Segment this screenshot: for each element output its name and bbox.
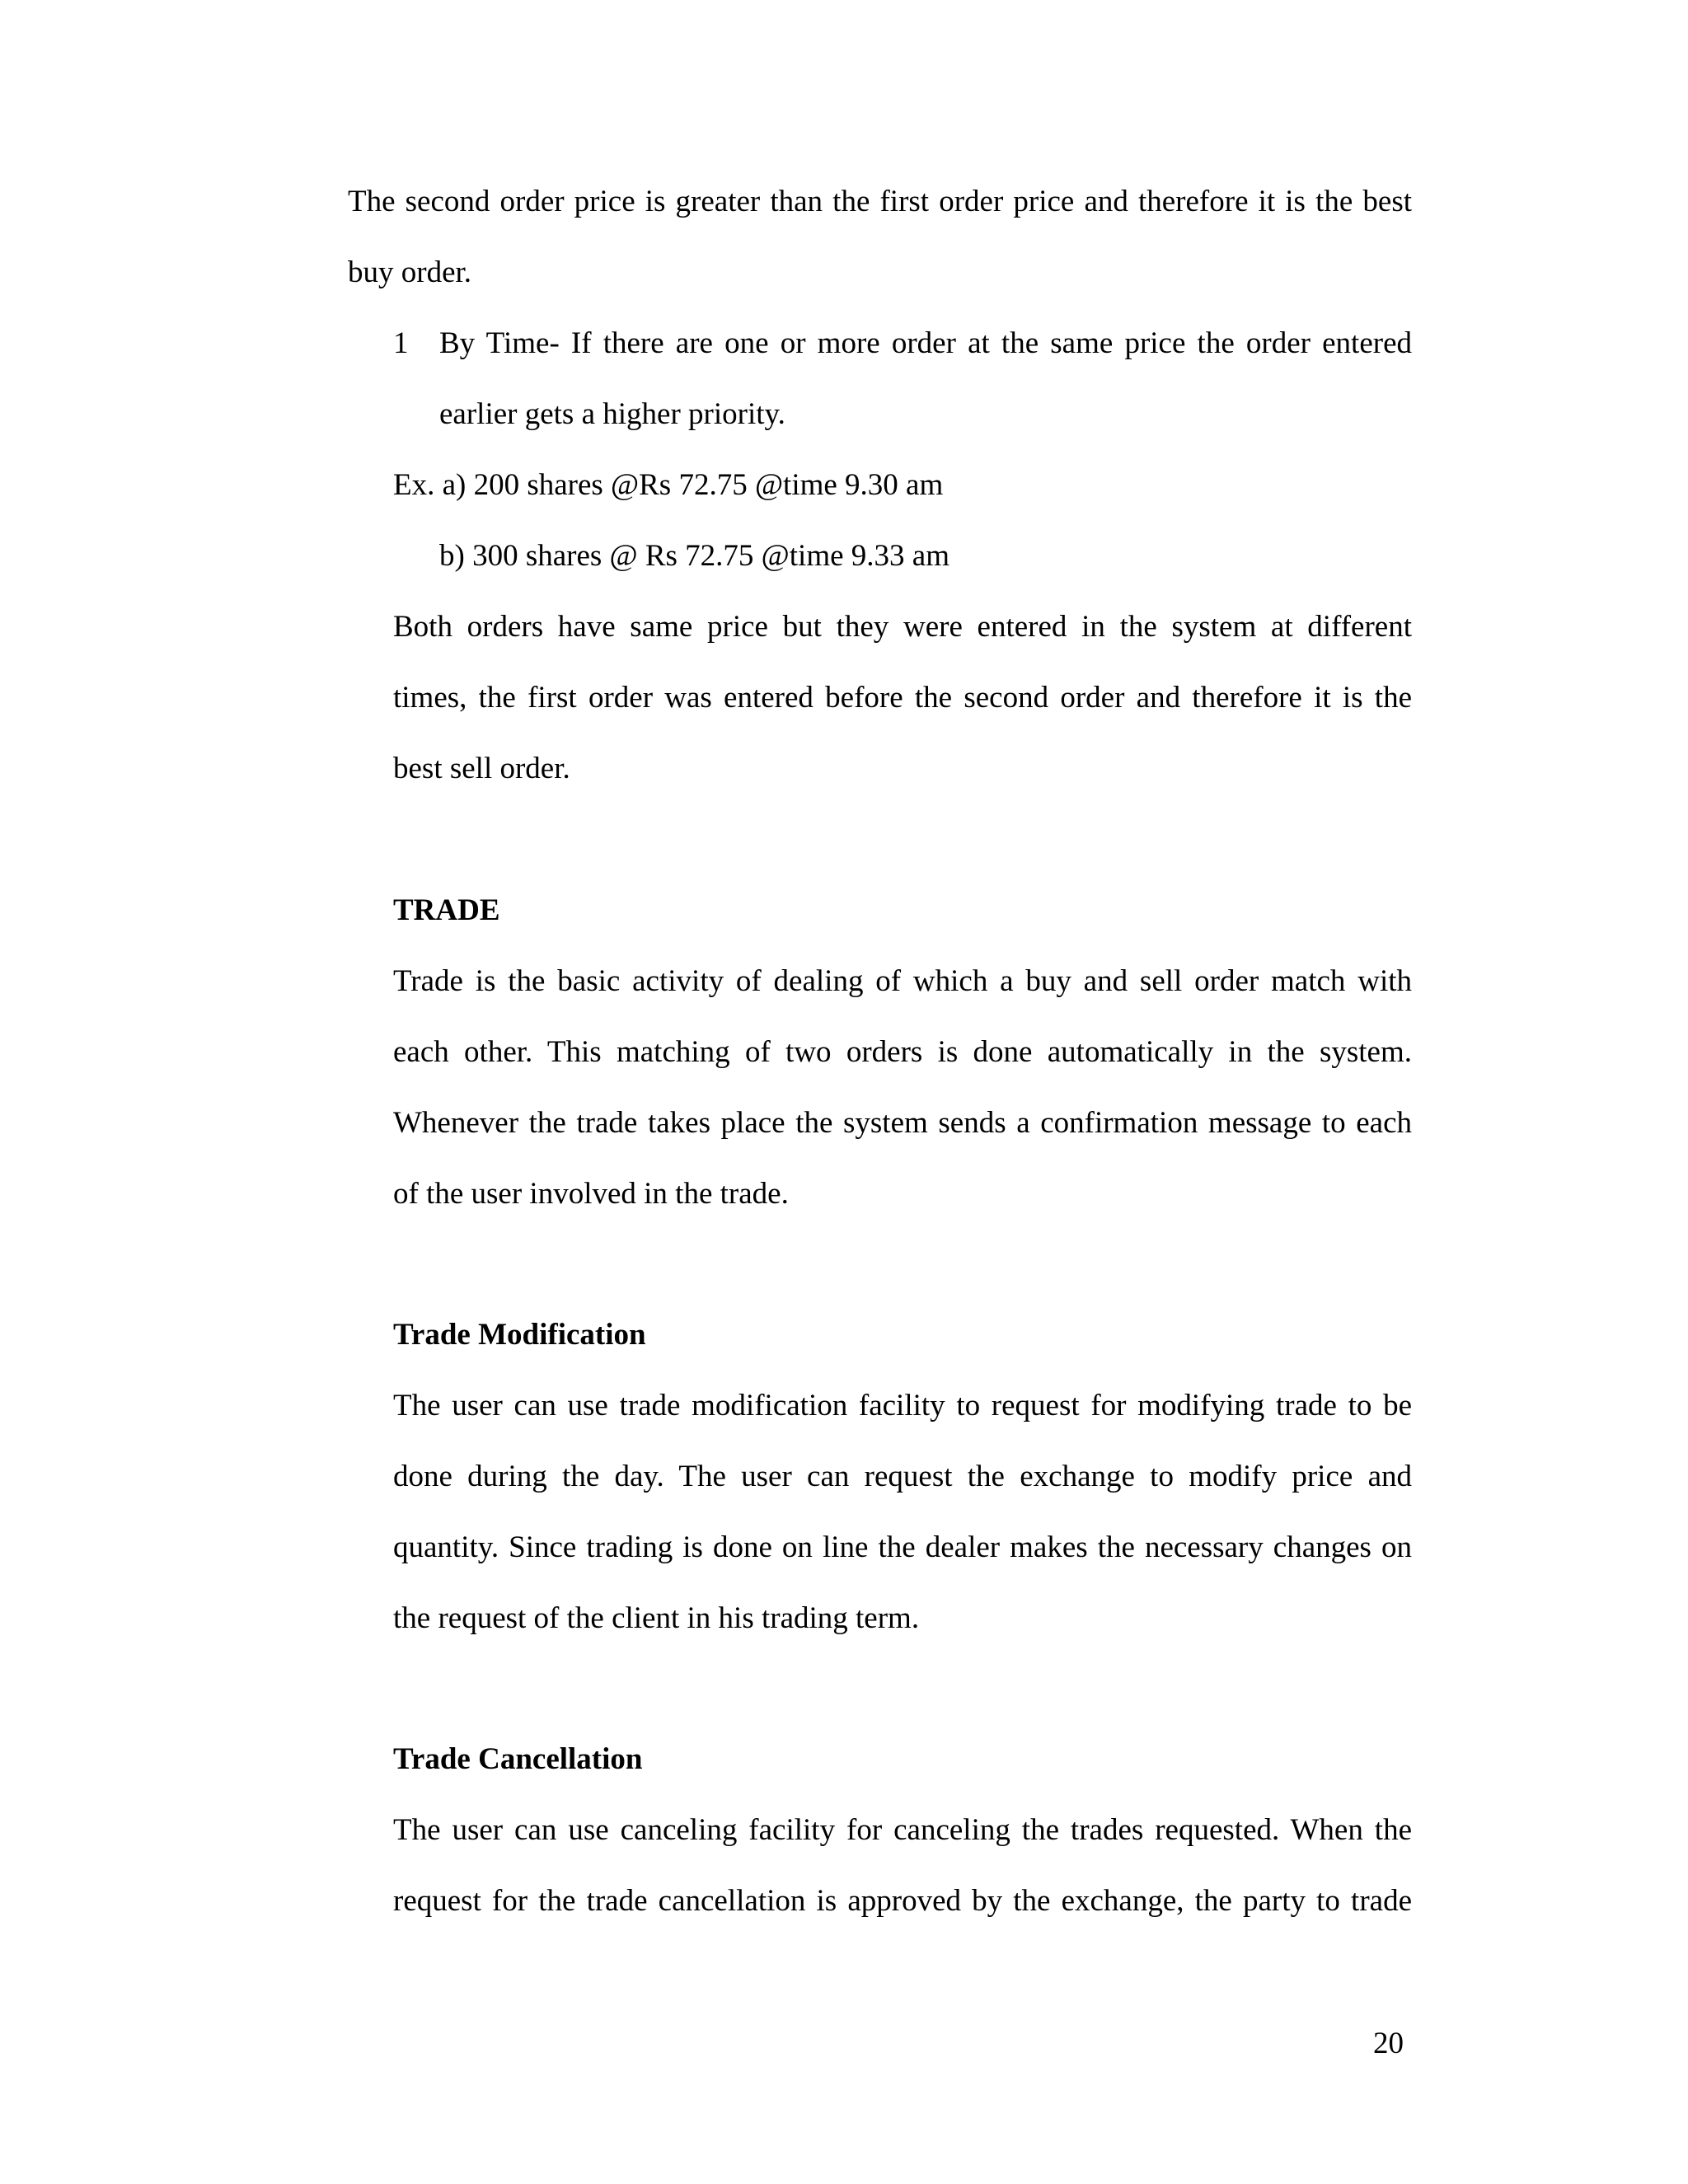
- intro-line-2: buy order.: [348, 255, 472, 289]
- example-line-2: b) 300 shares @ Rs 72.75 @time 9.33 am: [439, 539, 950, 573]
- trade-line-1: Trade is the basic activity of dealing of which a buy and sell order match with: [393, 964, 1412, 998]
- trade-modification-line-3: quantity. Since trading is done on line the dealer makes the necessary changes on: [393, 1530, 1412, 1564]
- trade-cancellation-line-1: The user can use canceling facility for canceling the trades requested. When the: [393, 1813, 1412, 1847]
- both-orders-line-3: best sell order.: [393, 752, 570, 785]
- item-1-line-2: earlier gets a higher priority.: [439, 397, 785, 431]
- trade-cancellation-heading: Trade Cancellation: [393, 1742, 643, 1776]
- trade-heading: TRADE: [393, 893, 500, 927]
- trade-line-4: of the user involved in the trade.: [393, 1177, 789, 1211]
- trade-line-3: Whenever the trade takes place the system sends a confirmation message to each: [393, 1106, 1412, 1140]
- trade-modification-heading: Trade Modification: [393, 1318, 646, 1352]
- item-1-line-1: By Time- If there are one or more order at the same price the order entered: [439, 326, 1412, 360]
- both-orders-line-2: times, the first order was entered before the second order and therefore it is the: [393, 681, 1412, 715]
- trade-modification-line-4: the request of the client in his trading term.: [393, 1601, 920, 1635]
- trade-modification-line-1: The user can use trade modification facility to request for modifying trade to be: [393, 1389, 1412, 1422]
- intro-line-1: The second order price is greater than the first order price and therefore it is the best: [348, 185, 1412, 218]
- page-number: 20: [1373, 2027, 1404, 2060]
- both-orders-line-1: Both orders have same price but they were entered in the system at different: [393, 610, 1412, 644]
- trade-line-2: each other. This matching of two orders is done automatically in the system.: [393, 1035, 1412, 1069]
- trade-cancellation-line-2: request for the trade cancellation is approved by the exchange, the party to trade: [393, 1884, 1412, 1918]
- trade-modification-line-2: done during the day. The user can request the exchange to modify price and: [393, 1460, 1412, 1493]
- item-1-number: 1: [393, 326, 409, 360]
- example-line-1: Ex. a) 200 shares @Rs 72.75 @time 9.30 am: [393, 468, 944, 502]
